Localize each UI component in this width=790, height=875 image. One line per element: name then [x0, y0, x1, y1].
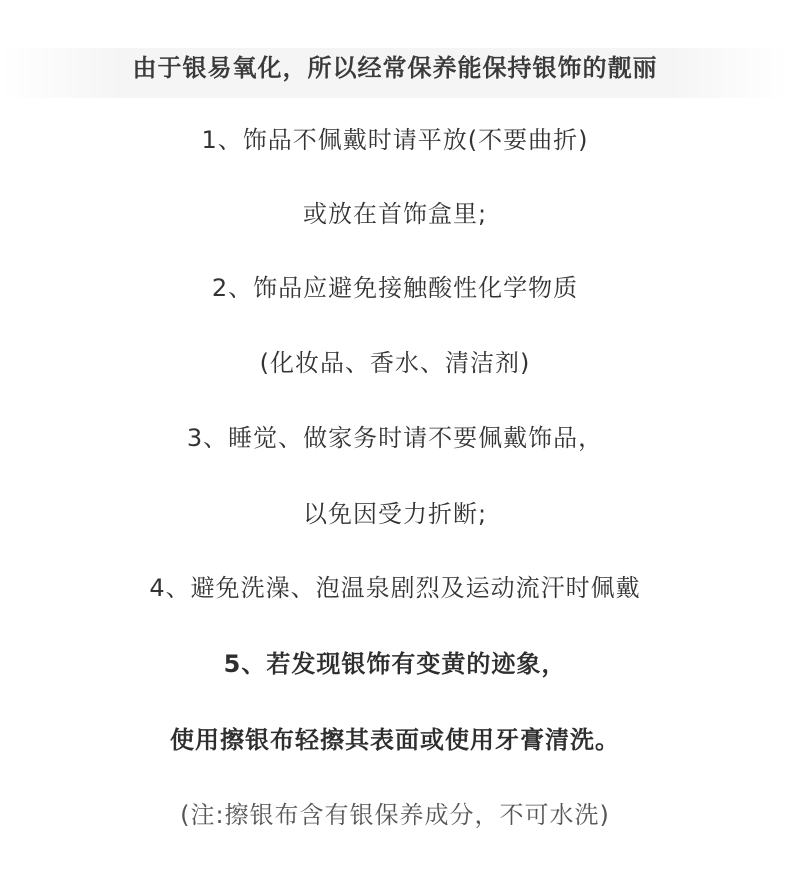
- tip-5-line-2: 使用擦银布轻擦其表面或使用牙膏清洗。: [170, 726, 620, 754]
- footnote: (注:擦银布含有银保养成分，不可水洗): [180, 801, 610, 829]
- tip-5-line-1: 5、若发现银饰有变黄的迹象，: [223, 650, 567, 678]
- tip-4-line: 4、避免洗澡、泡温泉剧烈及运动流汗时佩戴: [149, 574, 641, 602]
- tip-3-line-2: 以免因受力折断;: [302, 500, 488, 528]
- intro-heading: 由于银易氧化，所以经常保养能保持银饰的靓丽: [0, 48, 790, 98]
- tip-3-line-1: 3、睡觉、做家务时请不要佩戴饰品，: [186, 424, 604, 452]
- tip-1-line-1: 1、饰品不佩戴时请平放(不要曲折): [201, 126, 589, 154]
- tip-1-line-2: 或放在首饰盒里;: [302, 200, 488, 228]
- tip-2-line-1: 2、饰品应避免接触酸性化学物质: [211, 274, 579, 302]
- tip-2-line-2: (化妆品、香水、清洁剂): [259, 349, 531, 377]
